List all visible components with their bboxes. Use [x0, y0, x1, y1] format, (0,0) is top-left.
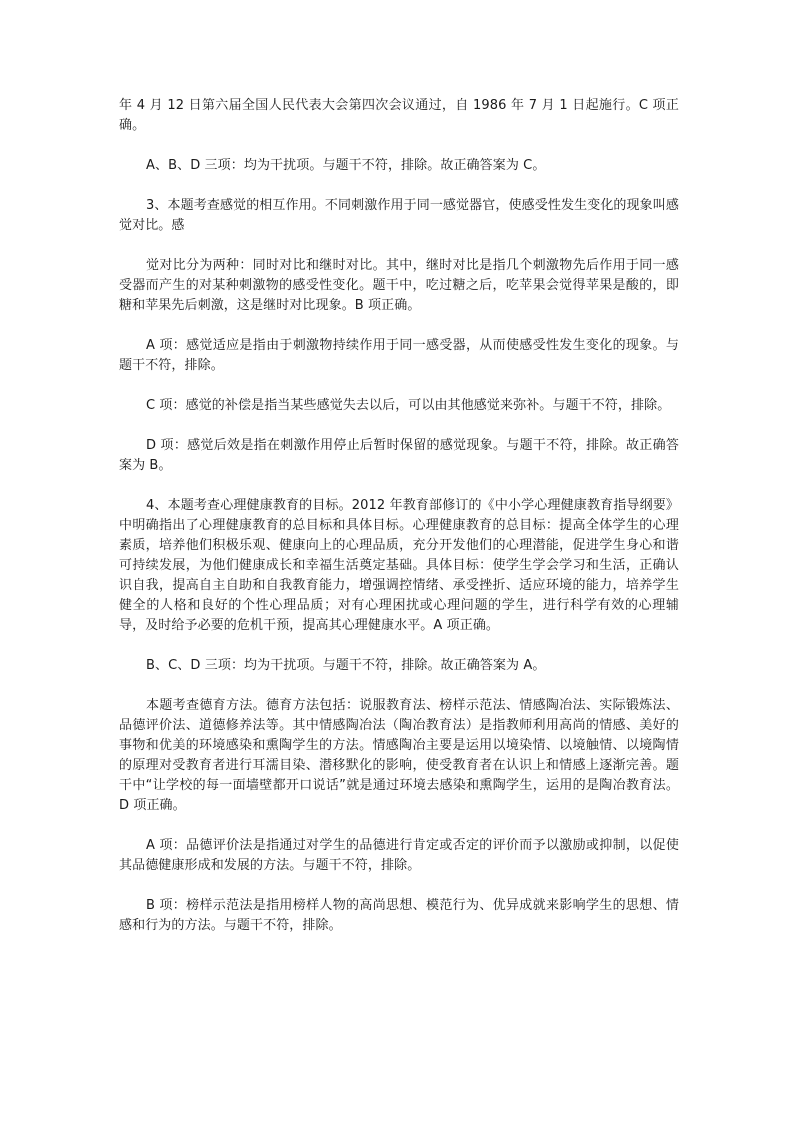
document-page: [119, 96, 679, 956]
paragraph-8: 4、本题考查心理健康教育的目标。2012 年教育部修订的《中小学心理健康教育指导纲要》中明确指出了心理健康教育的总目标和具体目标。心理健康教育的总目标：提高全体学生的心理素质，培养他们积极乐观、健康向上的心理品质，充分开发他们的心理潜能，促进学生身心和谐可持续发展，为他们健康成长和幸福生活奠定基础。具体目标：使学生学会学习和生活，正确认识自我，提高自主自助和自我教育能力，增强调控情绪、承受挫折、适应环境的能力，培养学生健全的人格和良好的个性心理品质；对有心理困扰或心理问题的学生，进行科学有效的心理辅导，及时给予必要的危机干预，提高其心理健康水平。A 项正确。: [119, 498, 679, 633]
paragraph-1: 年 4 月 12 日第六届全国人民代表大会第四次会议通过，自 1986 年 7 月 1 日起施行。C 项正确。: [119, 98, 679, 133]
paragraph-2: A、B、D 三项：均为干扰项。与题干不符，排除。故正确答案为 C。: [146, 158, 546, 173]
paragraph-5: A 项：感觉适应是指由于刺激物持续作用于同一感受器，从而使感受性发生变化的现象。与题干不符，排除。: [119, 338, 679, 373]
paragraph-12: B 项：榜样示范法是指用榜样人物的高尚思想、模范行为、优异成就来影响学生的思想、情感和行为的方法。与题干不符，排除。: [119, 898, 679, 933]
paragraph-11: A 项：品德评价法是指通过对学生的品德进行肯定或否定的评价而予以激励或抑制，以促使其品德健康形成和发展的方法。与题干不符，排除。: [119, 838, 679, 873]
paragraph-6: C 项：感觉的补偿是指当某些感觉失去以后，可以由其他感觉来弥补。与题干不符，排除。: [146, 398, 671, 413]
paragraph-7: D 项：感觉后效是指在刺激作用停止后暂时保留的感觉现象。与题干不符，排除。故正确答案为 B。: [119, 438, 679, 473]
paragraph-4: 觉对比分为两种：同时对比和继时对比。其中，继时对比是指几个刺激物先后作用于同一感受器而产生的对某种刺激物的感受性变化。题干中，吃过糖之后，吃苹果会觉得苹果是酸的，即糖和苹果先后刺激，这是继时对比现象。B 项正确。: [119, 258, 679, 313]
paragraph-9: B、C、D 三项：均为干扰项。与题干不符，排除。故正确答案为 A。: [146, 658, 546, 673]
paragraph-10: 本题考查德育方法。德育方法包括：说服教育法、榜样示范法、情感陶冶法、实际锻炼法、品德评价法、道德修养法等。其中情感陶冶法（陶冶教育法）是指教师利用高尚的情感、美好的事物和优美的环境感染和熏陶学生的方法。情感陶冶主要是运用以境染情、以境触情、以境陶情的原理对受教育者进行耳濡目染、潜移默化的影响，使受教育者在认识上和情感上逐渐完善。题干中“让学校的每一面墙壁都开口说话”就是通过环境去感染和熏陶学生，运用的是陶冶教育法。D 项正确。: [119, 698, 679, 813]
paragraph-3: 3、本题考查感觉的相互作用。不同刺激作用于同一感觉器官，使感受性发生变化的现象叫感觉对比。感: [119, 198, 679, 233]
